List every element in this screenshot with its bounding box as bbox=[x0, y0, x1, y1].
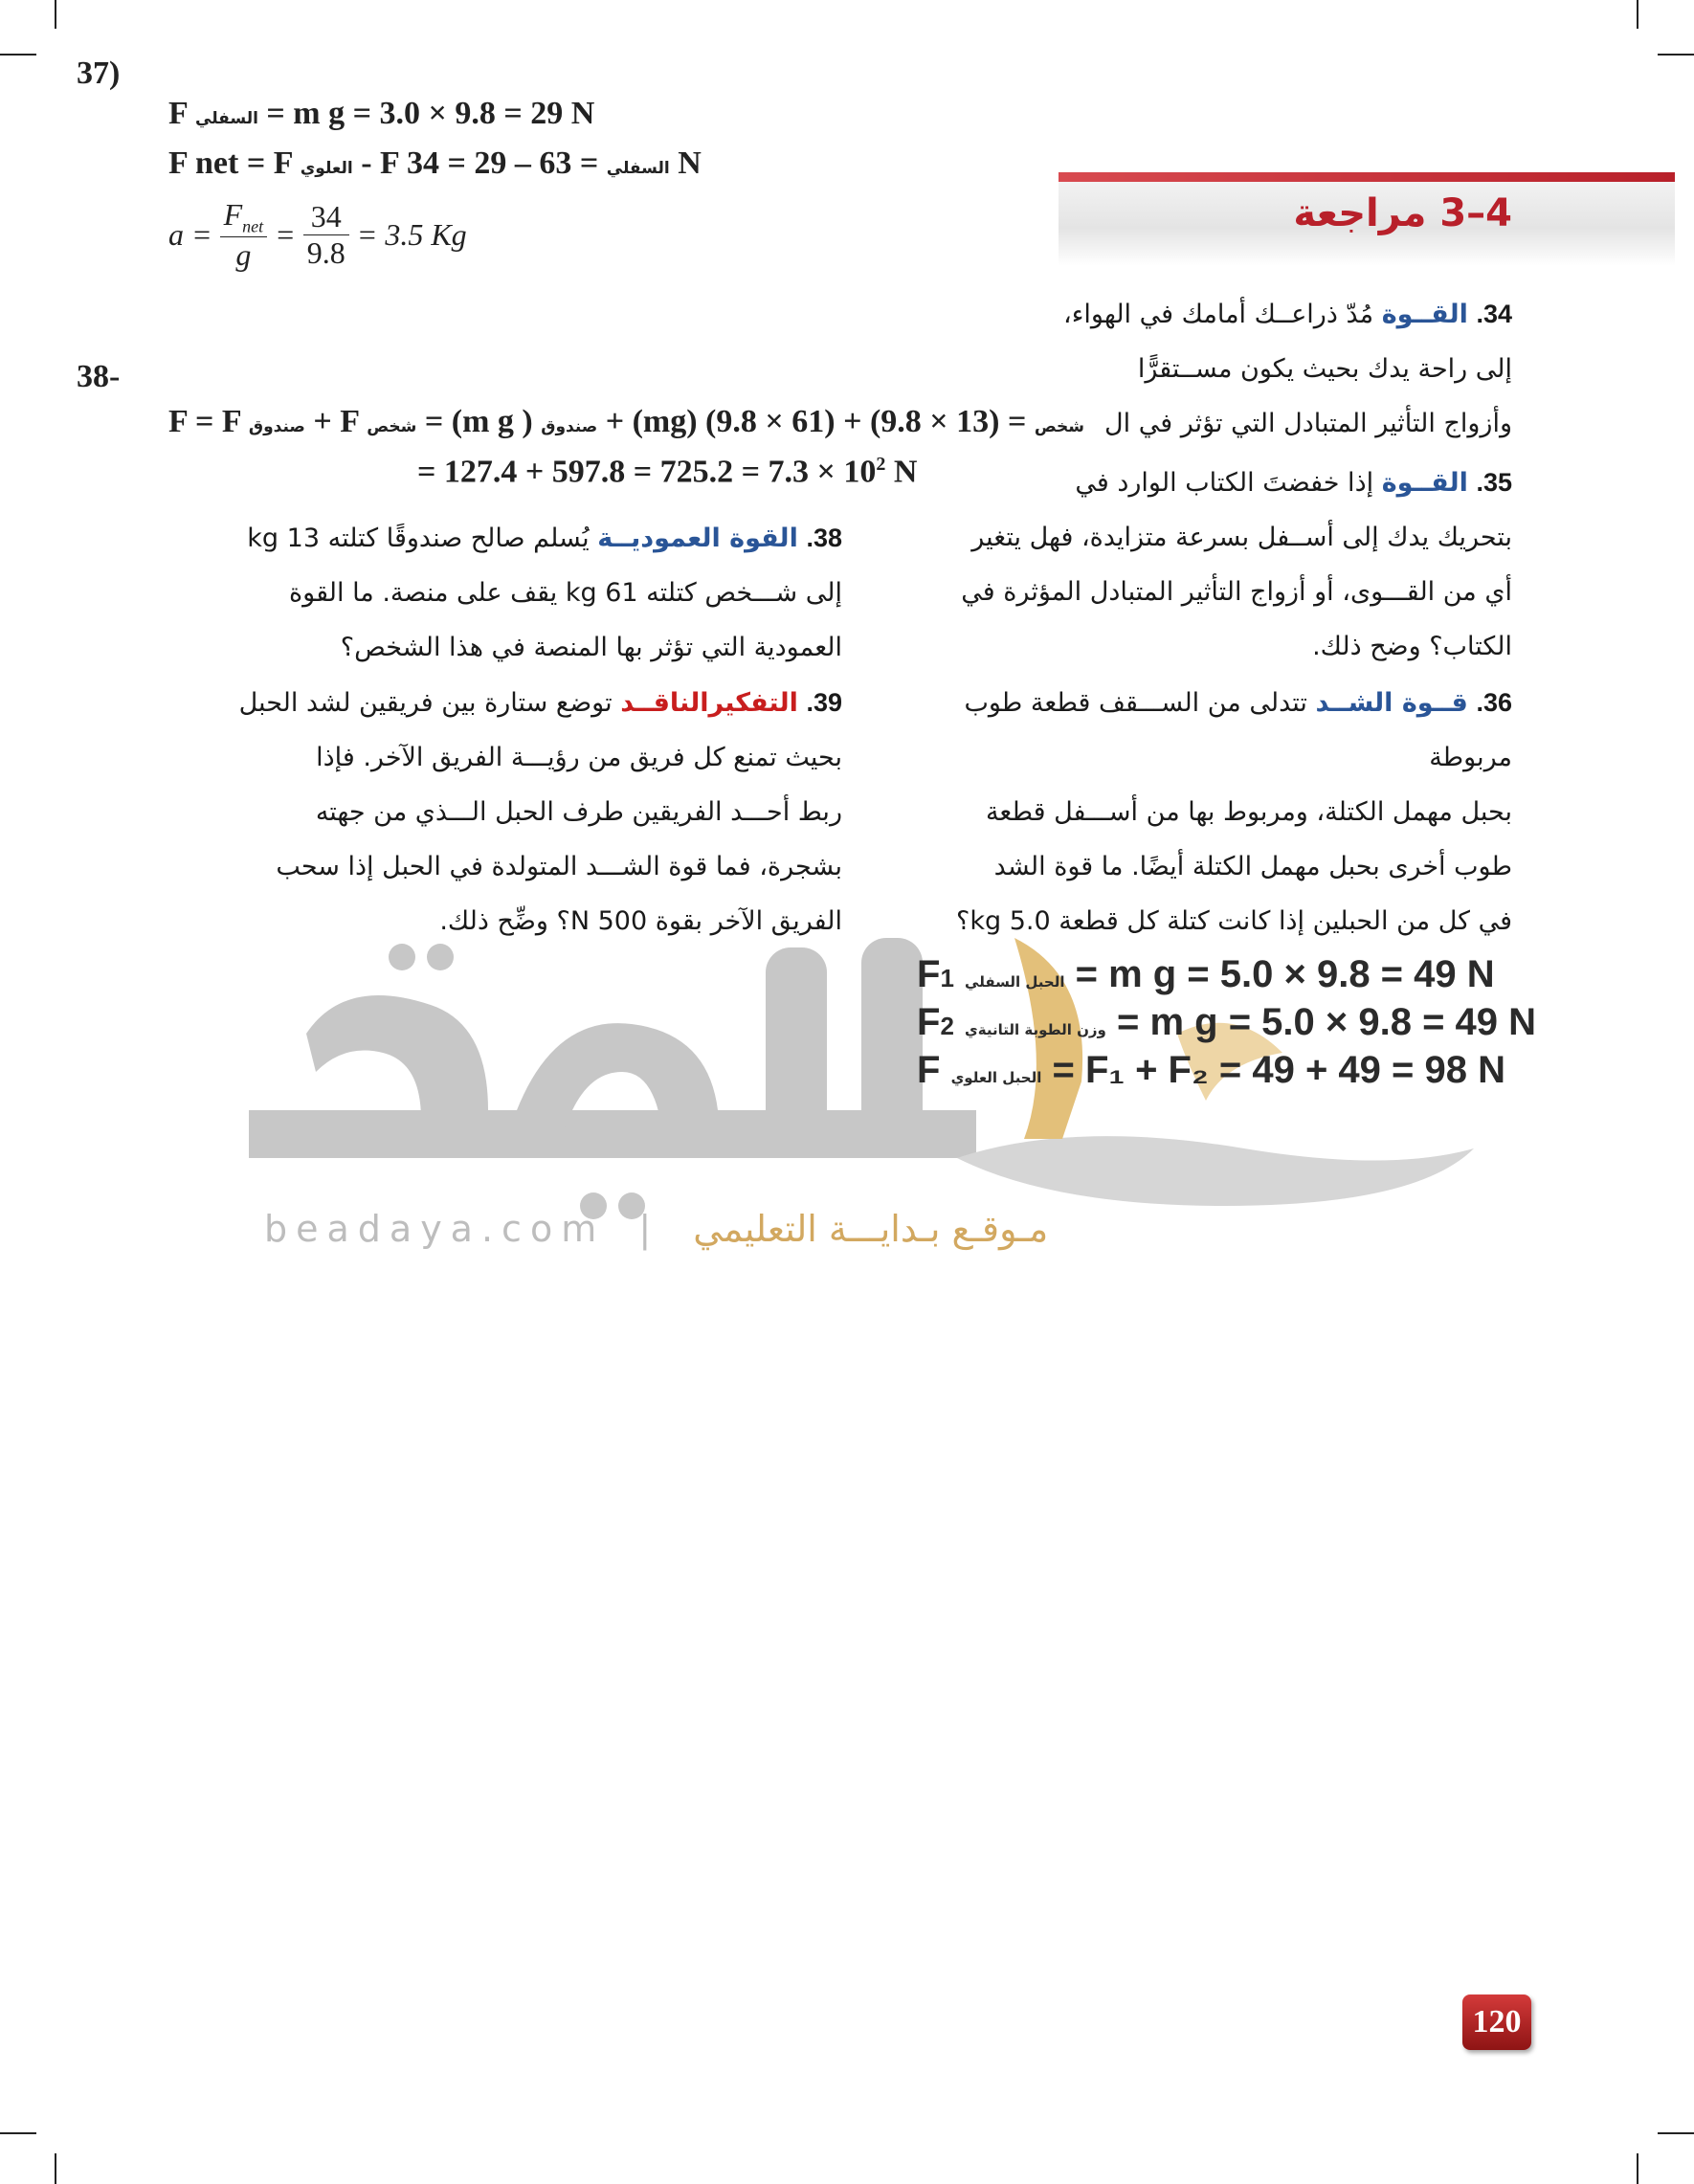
fraction bbox=[220, 197, 268, 273]
question-line: بحيث تمنع كل فريق من رؤيـــة الفريق الآخر. فإذا bbox=[316, 743, 842, 772]
crop-mark bbox=[1637, 2153, 1638, 2184]
answer-37-line1 bbox=[168, 96, 594, 132]
question-keyword: التفكيرالناقــد bbox=[620, 688, 798, 718]
crop-mark bbox=[1658, 2132, 1694, 2134]
page-number: 120 bbox=[1472, 2004, 1522, 2039]
eq-text: - F bbox=[361, 145, 399, 181]
question-line: إلى شـــخص كتلته 61 kg يقف على منصة. ما القوة bbox=[289, 578, 842, 608]
question-35 bbox=[900, 456, 1512, 674]
eq-text: F net = F bbox=[168, 145, 293, 181]
question-39 bbox=[230, 676, 842, 948]
page-number-badge bbox=[1462, 1995, 1531, 2050]
eq-text: = m g = 5.0 × 9.8 = 49 N bbox=[1105, 1001, 1537, 1043]
answer-36-line2 bbox=[917, 1001, 1536, 1044]
answer-36-line3 bbox=[917, 1049, 1505, 1092]
question-keyword: القوة العموديــة bbox=[597, 524, 798, 553]
section-title: 4–3 مراجعة bbox=[1293, 191, 1512, 235]
question-number: 34. bbox=[1476, 300, 1512, 328]
eq-text: N bbox=[885, 454, 918, 490]
crop-mark bbox=[0, 54, 36, 56]
question-keyword: القــوة bbox=[1381, 300, 1468, 329]
eq-text: + F bbox=[313, 404, 359, 439]
eq-subscript: net bbox=[242, 216, 264, 236]
eq-text: F = F bbox=[168, 404, 241, 439]
eq-text: F bbox=[917, 953, 941, 995]
eq-text: = m g = 5.0 × 9.8 = 49 N bbox=[1064, 953, 1495, 995]
eq-text: = F₁ + F₂ = 49 + 49 = 98 N bbox=[1041, 1049, 1505, 1091]
question-text: توضع ستارة بين فريقين لشد الحبل bbox=[238, 688, 613, 718]
eq-subscript: شخص bbox=[367, 417, 417, 436]
answer-38-line2 bbox=[417, 454, 917, 490]
eq-subscript: السفلي bbox=[195, 109, 258, 128]
question-line: إلى راحة يدك بحيث يكون مســتقرًّا bbox=[1137, 354, 1512, 384]
section-header-bar bbox=[1059, 172, 1675, 182]
question-34 bbox=[1053, 287, 1512, 451]
question-38 bbox=[230, 511, 842, 675]
question-line: وأزواج التأثير المتبادل التي تؤثر في ال bbox=[1104, 409, 1512, 438]
question-line: الكتاب؟ وضح ذلك. bbox=[1312, 632, 1512, 661]
eq-subscript: الحبل العلوي bbox=[950, 1069, 1042, 1086]
fraction-numerator bbox=[220, 197, 268, 237]
fraction bbox=[303, 199, 349, 271]
question-line: أي من القـــوى، أو أزواج التأثير المتبادل المؤثرة في bbox=[961, 577, 1512, 607]
answer-36-line1 bbox=[917, 953, 1495, 996]
eq-subscript: العلوي bbox=[300, 159, 353, 178]
watermark-tagline: مـوقـع بـدايـــة التعليمي bbox=[693, 1208, 1049, 1250]
fraction-numerator: 34 bbox=[303, 199, 349, 235]
watermark-separator: | bbox=[638, 1208, 660, 1250]
eq-text: + (mg) bbox=[605, 404, 698, 439]
eq-subscript: الحبل السفلي bbox=[965, 973, 1065, 991]
crop-mark bbox=[1637, 0, 1638, 29]
question-text: إذا خفضتَ الكتاب الوارد في bbox=[1075, 468, 1374, 498]
eq-index: 2 bbox=[940, 1012, 954, 1040]
question-number: 38. bbox=[806, 524, 842, 552]
answer-38-number: 38- bbox=[77, 359, 121, 394]
question-line: بحبل مهمل الكتلة، ومربوط بها من أســـفل قطعة bbox=[985, 797, 1512, 827]
crop-mark bbox=[0, 2132, 36, 2134]
question-line: بشجرة، فما قوة الشـــد المتولدة في الحبل إذا سحب bbox=[276, 852, 842, 881]
crop-mark bbox=[55, 2153, 56, 2184]
question-line: بتحريك يدك إلى أســفل بسرعة متزايدة، فهل يتغير bbox=[971, 523, 1512, 552]
question-line bbox=[230, 511, 842, 566]
question-line: في كل من الحبلين إذا كانت كتلة كل قطعة 5.0 kg؟ bbox=[956, 906, 1512, 936]
answer-37-line3 bbox=[168, 197, 467, 273]
question-number: 35. bbox=[1476, 468, 1512, 497]
eq-superscript: 2 bbox=[876, 454, 886, 475]
answer-37-number: 37) bbox=[77, 56, 121, 91]
crop-mark bbox=[1658, 54, 1694, 56]
question-36 bbox=[900, 676, 1512, 948]
eq-text: = m g = 3.0 × 9.8 = 29 N bbox=[266, 96, 595, 131]
eq-subscript: شخص bbox=[1034, 417, 1085, 436]
question-line bbox=[1053, 287, 1512, 342]
question-line bbox=[230, 676, 842, 730]
question-text: مُدّ ذراعــك أمامك في الهواء، bbox=[1063, 300, 1374, 329]
watermark-site-url: beadaya.com bbox=[264, 1208, 606, 1250]
eq-text: F bbox=[917, 1001, 941, 1043]
eq-text: = 3.5 Kg bbox=[356, 217, 467, 253]
fraction-denominator: 9.8 bbox=[306, 235, 345, 271]
eq-text: F bbox=[917, 1049, 941, 1091]
question-keyword: القــوة bbox=[1381, 468, 1468, 498]
eq-text: = (m g ) bbox=[424, 404, 533, 439]
question-line: طوب أخرى بحبل مهمل الكتلة أيضًا. ما قوة الشد bbox=[993, 852, 1512, 881]
eq-text: F bbox=[168, 96, 188, 131]
eq-text: = (13 × 9.8) + (61 × 9.8) bbox=[705, 404, 1027, 439]
crop-mark bbox=[55, 0, 56, 29]
eq-subscript: صندوق bbox=[541, 417, 598, 436]
question-line: ربط أحـــد الفريقين طرف الحبل الـــذي من جهته bbox=[315, 797, 842, 827]
eq-text: = bbox=[275, 217, 296, 253]
question-number: 39. bbox=[806, 688, 842, 717]
answer-38-line1 bbox=[168, 404, 1084, 440]
question-line bbox=[900, 456, 1512, 510]
question-line: الفريق الآخر بقوة 500 N؟ وضِّح ذلك. bbox=[439, 906, 842, 936]
fraction-denominator: g bbox=[235, 237, 252, 273]
question-line: العمودية التي تؤثر بها المنصة في هذا الشخص؟ bbox=[340, 633, 842, 662]
question-keyword: قــوة الشــد bbox=[1315, 688, 1468, 718]
eq-text: F bbox=[223, 197, 243, 232]
eq-text: a = bbox=[168, 217, 212, 253]
question-line bbox=[900, 676, 1512, 785]
watermark-site bbox=[264, 1208, 1048, 1250]
question-text: يُسلم صالح صندوقًا كتلته 13 kg bbox=[247, 524, 590, 553]
eq-index: 1 bbox=[940, 964, 954, 992]
question-number: 36. bbox=[1476, 688, 1512, 717]
eq-subscript: صندوق bbox=[248, 417, 305, 436]
eq-subscript: السفلي bbox=[606, 159, 670, 178]
question-text: تتدلى من الســـقف قطعة طوب مربوطة bbox=[964, 688, 1512, 772]
answer-37-line2 bbox=[168, 145, 702, 182]
eq-text: = 63 – 29 = 34 N bbox=[407, 145, 702, 181]
eq-text: = 127.4 + 597.8 = 725.2 = 7.3 × 10 bbox=[417, 454, 877, 490]
eq-subscript: وزن الطوبة التانيةي bbox=[965, 1021, 1106, 1038]
